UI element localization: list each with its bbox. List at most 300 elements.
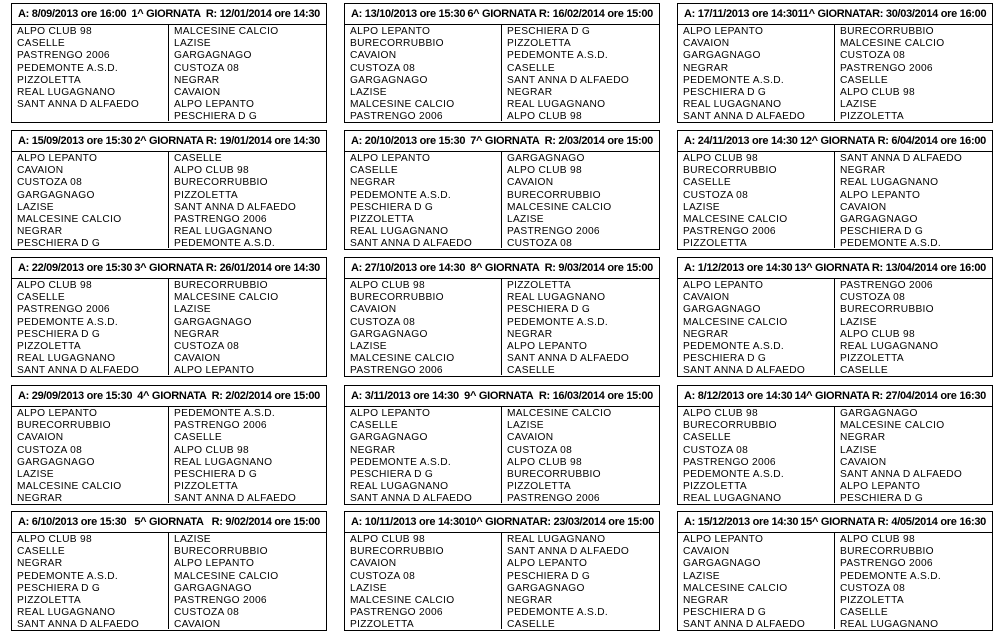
- away-team: CASELLE: [840, 74, 888, 86]
- ritorno-date: R: 6/04/2014 ore 16:00: [877, 135, 986, 147]
- away-team: BURECORRUBBIO: [840, 26, 934, 37]
- matches: [678, 25, 992, 121]
- away-team: GARGAGNAGO: [174, 582, 252, 594]
- away-team: ALPO CLUB 98: [840, 534, 915, 545]
- home-team: MALCESINE CALCIO: [350, 594, 455, 606]
- round-header: [678, 4, 992, 25]
- away-team: NEGRAR: [507, 594, 553, 606]
- away-team: CASELLE: [174, 432, 222, 444]
- away-team: ALPO LEPANTO: [840, 481, 921, 493]
- away-team: LAZISE: [507, 420, 544, 432]
- away-team: CAVAION: [507, 177, 554, 189]
- home-team: CUSTOZA 08: [17, 444, 83, 456]
- round-title: 15^ GIORNATA: [800, 516, 876, 528]
- home-team: ALPO CLUB 98: [17, 280, 92, 291]
- home-team: NEGRAR: [17, 558, 63, 570]
- home-team: REAL LUGAGNANO: [17, 353, 116, 365]
- home-team: REAL LUGAGNANO: [350, 226, 449, 238]
- home-team: NEGRAR: [683, 594, 729, 606]
- round-title: 9^ GIORNATA: [464, 390, 534, 402]
- round-header: [12, 4, 326, 25]
- away-team: GARGAGNAGO: [174, 316, 252, 328]
- home-team: LAZISE: [350, 582, 387, 594]
- home-teams-column: [678, 25, 835, 121]
- round-card: [11, 3, 327, 123]
- home-team: ALPO CLUB 98: [17, 26, 92, 37]
- home-teams-column: [678, 279, 835, 375]
- away-team: BURECORRUBBIO: [507, 189, 601, 201]
- matches: [12, 152, 326, 248]
- home-team: CAVAION: [683, 38, 730, 50]
- home-team: BURECORRUBBIO: [350, 546, 444, 558]
- home-team: SANT ANNA D ALFAEDO: [683, 619, 806, 631]
- round-card: [11, 130, 327, 250]
- away-team: MALCESINE CALCIO: [507, 201, 612, 213]
- round-header: [12, 258, 326, 279]
- andata-date: A: 27/10/2013 ore 14:30: [351, 262, 466, 274]
- home-team: CASELLE: [17, 38, 65, 50]
- home-team: REAL LUGAGNANO: [17, 86, 116, 98]
- round-card: [11, 257, 327, 377]
- away-team: NEGRAR: [840, 165, 886, 177]
- home-team: CAVAION: [350, 304, 397, 316]
- home-team: CAVAION: [17, 432, 64, 444]
- round-card: [677, 130, 993, 250]
- home-team: GARGAGNAGO: [17, 456, 95, 468]
- away-team: BURECORRUBBIO: [840, 546, 934, 558]
- away-team: BURECORRUBBIO: [840, 304, 934, 316]
- away-teams-column: [502, 152, 659, 248]
- home-team: PEDEMONTE A.S.D.: [683, 340, 785, 352]
- away-team: SANT ANNA D ALFAEDO: [507, 353, 630, 365]
- home-teams-column: [12, 533, 169, 629]
- away-team: REAL LUGAGNANO: [840, 619, 939, 631]
- home-team: ALPO CLUB 98: [350, 534, 425, 545]
- away-team: CASELLE: [507, 619, 555, 631]
- away-team: PASTRENGO 2006: [507, 493, 600, 505]
- home-team: CASELLE: [683, 432, 731, 444]
- home-team: BURECORRUBBIO: [683, 165, 777, 177]
- away-team: LAZISE: [507, 213, 544, 225]
- home-team: PESCHIERA D G: [17, 582, 101, 594]
- away-team: CUSTOZA 08: [840, 582, 906, 594]
- round-title: 1^ GIORNATA: [131, 8, 201, 20]
- home-teams-column: [345, 407, 502, 503]
- home-team: MALCESINE CALCIO: [350, 353, 455, 365]
- home-team: MALCESINE CALCIO: [683, 316, 788, 328]
- away-team: CUSTOZA 08: [840, 50, 906, 62]
- home-team: ALPO LEPANTO: [17, 153, 98, 164]
- home-team: ALPO CLUB 98: [683, 153, 758, 164]
- away-team: REAL LUGAGNANO: [174, 456, 273, 468]
- away-teams-column: [169, 279, 326, 375]
- home-team: ALPO CLUB 98: [17, 534, 92, 545]
- home-team: GARGAGNAGO: [683, 304, 761, 316]
- home-team: PIZZOLETTA: [350, 213, 414, 225]
- away-teams-column: [502, 407, 659, 503]
- round-header: [12, 512, 326, 533]
- home-team: ALPO LEPANTO: [350, 408, 431, 419]
- round-header: [345, 386, 659, 407]
- home-team: MALCESINE CALCIO: [683, 213, 788, 225]
- away-team: REAL LUGAGNANO: [507, 292, 606, 304]
- away-team: PESCHIERA D G: [507, 26, 591, 37]
- away-teams-column: [502, 533, 659, 629]
- round-header: [12, 386, 326, 407]
- away-team: ALPO CLUB 98: [174, 444, 249, 456]
- home-team: CUSTOZA 08: [17, 177, 83, 189]
- matches: [345, 533, 659, 629]
- away-teams-column: [835, 279, 992, 375]
- away-team: PEDEMONTE A.S.D.: [840, 238, 942, 250]
- home-team: LAZISE: [350, 340, 387, 352]
- home-teams-column: [12, 407, 169, 503]
- away-team: LAZISE: [840, 99, 877, 111]
- matches: [12, 25, 326, 121]
- home-team: PESCHIERA D G: [17, 328, 101, 340]
- home-team: MALCESINE CALCIO: [683, 582, 788, 594]
- andata-date: A: 8/09/2013 ore 16:00: [18, 8, 127, 20]
- andata-date: A: 13/10/2013 ore 15:30: [351, 8, 466, 20]
- matches: [12, 407, 326, 503]
- round-header: [678, 386, 992, 407]
- round-card: [344, 385, 660, 505]
- away-teams-column: [502, 25, 659, 121]
- matches: [12, 533, 326, 629]
- andata-date: A: 22/09/2013 ore 15:30: [18, 262, 133, 274]
- away-team: PIZZOLETTA: [507, 280, 571, 291]
- away-team: CUSTOZA 08: [174, 62, 240, 74]
- away-team: ALPO CLUB 98: [507, 165, 582, 177]
- home-team: GARGAGNAGO: [350, 74, 428, 86]
- ritorno-date: R: 23/03/2014 ore 15:00: [539, 516, 654, 528]
- away-team: SANT ANNA D ALFAEDO: [174, 201, 297, 213]
- round-title: 14^ GIORNATA: [794, 390, 870, 402]
- away-team: LAZISE: [840, 316, 877, 328]
- home-team: PEDEMONTE A.S.D.: [17, 316, 119, 328]
- away-team: PEDEMONTE A.S.D.: [507, 50, 609, 62]
- home-team: SANT ANNA D ALFAEDO: [17, 99, 140, 111]
- home-team: GARGAGNAGO: [350, 328, 428, 340]
- away-team: ALPO LEPANTO: [174, 365, 255, 377]
- round-card: [344, 511, 660, 631]
- ritorno-date: R: 30/03/2014 ore 16:00: [872, 8, 987, 20]
- home-team: NEGRAR: [17, 493, 63, 505]
- ritorno-date: R: 9/02/2014 ore 15:00: [211, 516, 320, 528]
- round-card: [677, 3, 993, 123]
- away-team: LAZISE: [174, 38, 211, 50]
- away-team: PASTRENGO 2006: [507, 226, 600, 238]
- away-team: ALPO LEPANTO: [174, 558, 255, 570]
- round-header: [678, 131, 992, 152]
- away-teams-column: [835, 407, 992, 503]
- away-team: PESCHIERA D G: [507, 570, 591, 582]
- home-team: PEDEMONTE A.S.D.: [17, 570, 119, 582]
- away-team: LAZISE: [174, 304, 211, 316]
- away-team: REAL LUGAGNANO: [507, 534, 606, 545]
- home-team: BURECORRUBBIO: [350, 292, 444, 304]
- home-team: CUSTOZA 08: [350, 62, 416, 74]
- away-team: REAL LUGAGNANO: [840, 340, 939, 352]
- home-team: PIZZOLETTA: [683, 481, 747, 493]
- round-card: [677, 385, 993, 505]
- home-team: CASELLE: [683, 177, 731, 189]
- round-header: [678, 258, 992, 279]
- round-header: [12, 131, 326, 152]
- round-title: 2^ GIORNATA: [134, 135, 204, 147]
- andata-date: A: 29/09/2013 ore 15:30: [18, 390, 133, 402]
- round-title: 4^ GIORNATA: [137, 390, 207, 402]
- away-team: CASELLE: [174, 153, 222, 164]
- home-team: LAZISE: [350, 86, 387, 98]
- away-team: PIZZOLETTA: [507, 481, 571, 493]
- away-team: LAZISE: [174, 534, 211, 545]
- matches: [678, 279, 992, 375]
- home-team: MALCESINE CALCIO: [350, 99, 455, 111]
- ritorno-date: R: 16/03/2014 ore 15:00: [538, 390, 653, 402]
- away-team: PESCHIERA D G: [174, 111, 258, 123]
- home-team: PIZZOLETTA: [17, 74, 81, 86]
- home-team: REAL LUGAGNANO: [17, 607, 116, 619]
- away-team: NEGRAR: [507, 328, 553, 340]
- home-team: MALCESINE CALCIO: [17, 481, 122, 493]
- home-team: ALPO CLUB 98: [350, 280, 425, 291]
- away-teams-column: [502, 279, 659, 375]
- matches: [345, 407, 659, 503]
- away-teams-column: [169, 25, 326, 121]
- home-team: PASTRENGO 2006: [683, 226, 776, 238]
- home-team: PESCHIERA D G: [683, 86, 767, 98]
- away-team: ALPO LEPANTO: [174, 99, 255, 111]
- away-team: CAVAION: [840, 456, 887, 468]
- away-team: PESCHIERA D G: [174, 468, 258, 480]
- away-team: PIZZOLETTA: [174, 189, 238, 201]
- away-team: PESCHIERA D G: [840, 226, 924, 238]
- home-team: ALPO LEPANTO: [350, 153, 431, 164]
- andata-date: A: 1/12/2013 ore 14:30: [684, 262, 793, 274]
- home-teams-column: [12, 279, 169, 375]
- away-team: GARGAGNAGO: [840, 408, 918, 419]
- away-team: ALPO CLUB 98: [840, 86, 915, 98]
- round-header: [345, 4, 659, 25]
- away-team: CASELLE: [840, 607, 888, 619]
- home-teams-column: [678, 533, 835, 629]
- andata-date: A: 8/12/2013 ore 14:30: [684, 390, 793, 402]
- home-team: CUSTOZA 08: [683, 444, 749, 456]
- home-team: PEDEMONTE A.S.D.: [683, 468, 785, 480]
- away-teams-column: [169, 407, 326, 503]
- away-team: SANT ANNA D ALFAEDO: [174, 493, 297, 505]
- away-team: ALPO CLUB 98: [840, 328, 915, 340]
- away-team: GARGAGNAGO: [507, 582, 585, 594]
- andata-date: A: 24/11/2013 ore 14:30: [684, 135, 798, 147]
- home-team: GARGAGNAGO: [683, 50, 761, 62]
- away-teams-column: [835, 25, 992, 121]
- away-team: REAL LUGAGNANO: [174, 226, 273, 238]
- home-team: PASTRENGO 2006: [17, 50, 110, 62]
- away-team: NEGRAR: [174, 74, 220, 86]
- andata-date: A: 17/11/2013 ore 14:30: [684, 8, 798, 20]
- away-team: PASTRENGO 2006: [174, 213, 267, 225]
- away-team: GARGAGNAGO: [507, 153, 585, 164]
- away-teams-column: [169, 152, 326, 248]
- away-team: SANT ANNA D ALFAEDO: [507, 74, 630, 86]
- home-teams-column: [678, 152, 835, 248]
- away-team: PIZZOLETTA: [174, 481, 238, 493]
- home-team: SANT ANNA D ALFAEDO: [350, 238, 473, 250]
- away-team: ALPO LEPANTO: [507, 558, 588, 570]
- home-team: SANT ANNA D ALFAEDO: [350, 493, 473, 505]
- home-team: ALPO CLUB 98: [683, 408, 758, 419]
- home-team: CASELLE: [350, 165, 398, 177]
- away-team: MALCESINE CALCIO: [840, 420, 945, 432]
- away-team: LAZISE: [840, 444, 877, 456]
- round-title: 3^ GIORNATA: [134, 262, 204, 274]
- home-team: LAZISE: [683, 201, 720, 213]
- matches: [12, 279, 326, 375]
- ritorno-date: R: 13/04/2014 ore 16:00: [871, 262, 986, 274]
- home-team: PASTRENGO 2006: [350, 111, 443, 123]
- ritorno-date: R: 12/01/2014 ore 14:30: [205, 8, 320, 20]
- home-team: PASTRENGO 2006: [17, 304, 110, 316]
- away-teams-column: [835, 152, 992, 248]
- round-card: [11, 385, 327, 505]
- home-team: LAZISE: [683, 570, 720, 582]
- home-team: PEDEMONTE A.S.D.: [683, 74, 785, 86]
- round-title: 13^ GIORNATA: [794, 262, 870, 274]
- home-team: CAVAION: [350, 50, 397, 62]
- away-team: CASELLE: [507, 62, 555, 74]
- home-team: PESCHIERA D G: [350, 468, 434, 480]
- home-team: SANT ANNA D ALFAEDO: [683, 111, 806, 123]
- andata-date: A: 10/11/2013 ore 14:30: [351, 516, 465, 528]
- away-team: CUSTOZA 08: [840, 292, 906, 304]
- away-team: NEGRAR: [507, 86, 553, 98]
- away-team: PIZZOLETTA: [840, 111, 904, 123]
- home-team: REAL LUGAGNANO: [350, 481, 449, 493]
- home-team: PESCHIERA D G: [683, 607, 767, 619]
- round-card: [677, 257, 993, 377]
- home-team: CUSTOZA 08: [683, 189, 749, 201]
- home-team: ALPO LEPANTO: [683, 534, 764, 545]
- matches: [678, 152, 992, 248]
- home-team: GARGAGNAGO: [350, 432, 428, 444]
- away-team: CUSTOZA 08: [507, 444, 573, 456]
- away-team: SANT ANNA D ALFAEDO: [840, 153, 963, 164]
- matches: [678, 533, 992, 629]
- away-team: PEDEMONTE A.S.D.: [174, 408, 276, 419]
- home-team: ALPO LEPANTO: [683, 280, 764, 291]
- home-team: CASELLE: [350, 420, 398, 432]
- home-team: BURECORRUBBIO: [350, 38, 444, 50]
- ritorno-date: R: 2/02/2014 ore 15:00: [211, 390, 320, 402]
- away-team: BURECORRUBBIO: [174, 177, 268, 189]
- home-team: ALPO LEPANTO: [350, 26, 431, 37]
- away-team: NEGRAR: [840, 432, 886, 444]
- away-team: CASELLE: [840, 365, 888, 377]
- away-team: BURECORRUBBIO: [507, 468, 601, 480]
- home-team: GARGAGNAGO: [683, 558, 761, 570]
- away-team: CAVAION: [174, 619, 221, 631]
- andata-date: A: 20/10/2013 ore 15:30: [351, 135, 466, 147]
- home-team: ALPO LEPANTO: [683, 26, 764, 37]
- away-team: CAVAION: [174, 86, 221, 98]
- home-team: CAVAION: [17, 165, 64, 177]
- home-team: REAL LUGAGNANO: [683, 493, 782, 505]
- home-team: NEGRAR: [683, 328, 729, 340]
- ritorno-date: R: 2/03/2014 ore 15:00: [544, 135, 653, 147]
- round-card: [11, 511, 327, 631]
- andata-date: A: 15/09/2013 ore 15:30: [18, 135, 133, 147]
- andata-date: A: 6/10/2013 ore 15:30: [18, 516, 127, 528]
- matches: [345, 25, 659, 121]
- home-team: PESCHIERA D G: [350, 201, 434, 213]
- round-title: 6^ GIORNATA: [467, 8, 537, 20]
- home-team: CASELLE: [17, 292, 65, 304]
- away-team: CUSTOZA 08: [174, 340, 240, 352]
- home-team: LAZISE: [17, 201, 54, 213]
- matches: [345, 152, 659, 248]
- away-team: REAL LUGAGNANO: [840, 177, 939, 189]
- home-team: NEGRAR: [683, 62, 729, 74]
- away-team: ALPO CLUB 98: [507, 111, 582, 123]
- away-team: NEGRAR: [174, 328, 220, 340]
- away-team: ALPO CLUB 98: [507, 456, 582, 468]
- round-title: 5^ GIORNATA: [134, 516, 204, 528]
- andata-date: A: 3/11/2013 ore 14:30: [351, 390, 459, 402]
- home-team: SANT ANNA D ALFAEDO: [17, 365, 140, 377]
- away-team: PASTRENGO 2006: [174, 594, 267, 606]
- home-team: PEDEMONTE A.S.D.: [350, 456, 452, 468]
- home-team: PASTRENGO 2006: [350, 365, 443, 377]
- home-team: PASTRENGO 2006: [683, 456, 776, 468]
- round-card: [344, 130, 660, 250]
- away-team: PASTRENGO 2006: [174, 420, 267, 432]
- home-team: PEDEMONTE A.S.D.: [17, 62, 119, 74]
- home-teams-column: [678, 407, 835, 503]
- away-team: PASTRENGO 2006: [840, 280, 933, 291]
- home-team: NEGRAR: [350, 444, 396, 456]
- home-team: ALPO LEPANTO: [17, 408, 98, 419]
- home-teams-column: [12, 25, 169, 121]
- ritorno-date: R: 27/04/2014 ore 16:30: [871, 390, 986, 402]
- ritorno-date: R: 19/01/2014 ore 14:30: [205, 135, 320, 147]
- away-team: MALCESINE CALCIO: [507, 408, 612, 419]
- round-header: [345, 258, 659, 279]
- away-team: PEDEMONTE A.S.D.: [174, 238, 276, 250]
- home-team: PASTRENGO 2006: [350, 607, 443, 619]
- away-team: MALCESINE CALCIO: [840, 38, 945, 50]
- away-team: CUSTOZA 08: [174, 607, 240, 619]
- home-team: SANT ANNA D ALFAEDO: [683, 365, 806, 377]
- home-team: SANT ANNA D ALFAEDO: [17, 619, 140, 631]
- round-header: [678, 512, 992, 533]
- home-teams-column: [345, 533, 502, 629]
- home-team: REAL LUGAGNANO: [683, 99, 782, 111]
- away-team: PESCHIERA D G: [840, 493, 924, 505]
- home-team: PESCHIERA D G: [17, 238, 101, 250]
- home-teams-column: [345, 152, 502, 248]
- away-team: PESCHIERA D G: [507, 304, 591, 316]
- away-team: PASTRENGO 2006: [840, 62, 933, 74]
- home-team: MALCESINE CALCIO: [17, 213, 122, 225]
- away-team: MALCESINE CALCIO: [174, 570, 279, 582]
- away-teams-column: [835, 533, 992, 629]
- home-team: PIZZOLETTA: [17, 340, 81, 352]
- round-title: 12^ GIORNATA: [800, 135, 876, 147]
- home-team: CASELLE: [17, 546, 65, 558]
- matches: [345, 279, 659, 375]
